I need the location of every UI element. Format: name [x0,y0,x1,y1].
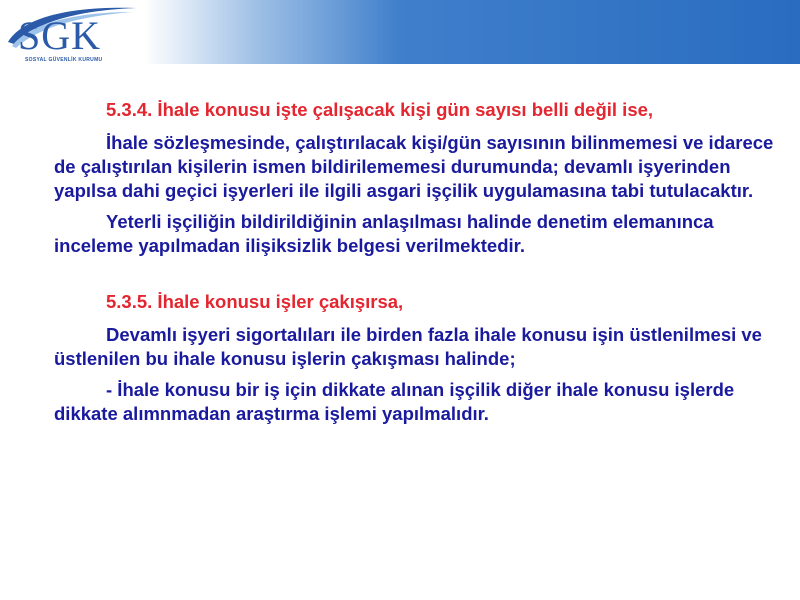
paragraph-5-3-5-1: Devamlı işyeri sigortalıları ile birden fazla ihale konusu işin üstlenilmesi ve üstlenilen bu ihale konusu işlerin çakışması halinde; [54,324,762,369]
sgk-logo [4,2,154,66]
slide-content [54,98,784,433]
paragraph-5-3-4-1: İhale sözleşmesinde, çalıştırılacak kişi/gün sayısının bilinmemesi ve idarece de çalıştırılan kişilerin ismen bildirilememesi durumunda; devamlı işyerinden yapılsa dahi geçici işyerleri ile ilgili asgari işçilik uygulamasına tabi tutulacaktır. [54,132,774,201]
logo-text: SGK [18,13,102,58]
paragraph-5-3-5-2: - İhale konusu bir iş için dikkate alınan işçilik diğer ihale konusu işlerde dikkate alımnmadan araştırma işlemi yapılmalıdır. [54,379,735,424]
logo-subtitle: SOSYAL GÜVENLİK KURUMU [25,57,103,63]
section-heading-5-3-4: 5.3.4. İhale konusu işte çalışacak kişi gün sayısı belli değil ise, [106,99,654,120]
paragraph-5-3-4-2: Yeterli işçiliğin bildirildiğinin anlaşılması halinde denetim elemanınca inceleme yapılmadan ilişiksizlik belgesi verilmektedir. [54,211,714,256]
section-heading-5-3-5: 5.3.5. İhale konusu işler çakışırsa, [106,291,404,312]
